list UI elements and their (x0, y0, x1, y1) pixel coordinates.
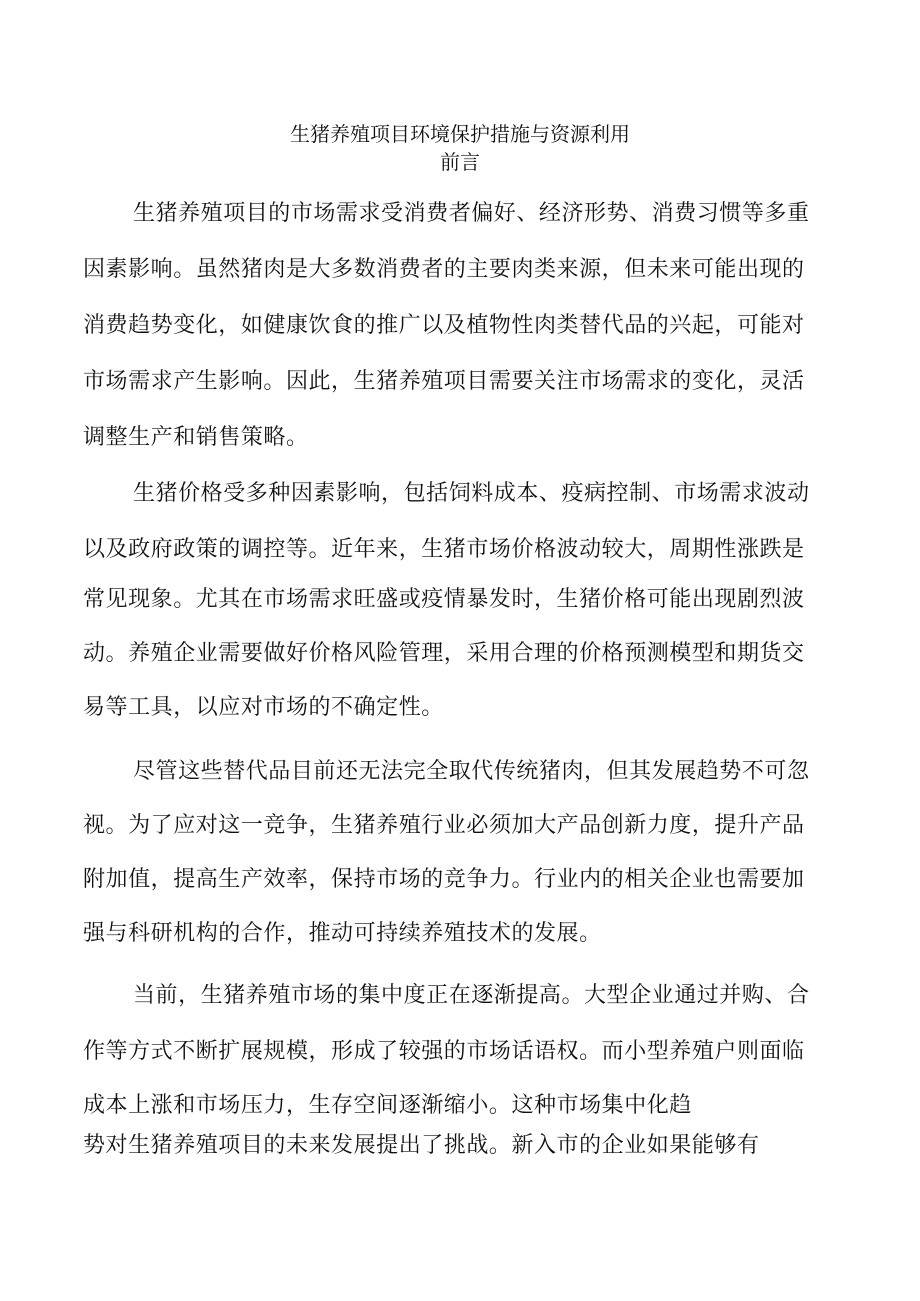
paragraph-line: 市场需求产生影响。因此，生猪养殖项目需要关注市场需求的变化，灵活 (83, 369, 805, 394)
document-subtitle: 前言 (440, 150, 480, 174)
paragraph-line: 成本上涨和市场压力，生存空间逐渐缩小。这种市场集中化趋 (83, 1093, 692, 1118)
document-title: 生猪养殖项目环境保护措施与资源利用 (290, 122, 630, 146)
paragraph-line: 生猪养殖项目的市场需求受消费者偏好、经济形势、消费习惯等多重 (133, 201, 810, 226)
paragraph-line: 因素影响。虽然猪肉是大多数消费者的主要肉类来源，但未来可能出现的 (83, 257, 805, 282)
paragraph-line: 强与科研机构的合作，推动可持续养殖技术的发展。 (83, 921, 602, 946)
paragraph-line: 生猪价格受多种因素影响，包括饲料成本、疫病控制、市场需求波动 (133, 481, 810, 506)
paragraph-line: 消费趋势变化，如健康饮食的推广以及植物性肉类替代品的兴起，可能对 (83, 313, 805, 338)
paragraph-line: 作等方式不断扩展规模，形成了较强的市场话语权。而小型养殖户则面临 (83, 1039, 805, 1064)
paragraph-line: 常见现象。尤其在市场需求旺盛或疫情暴发时，生猪价格可能出现剧烈波 (83, 587, 805, 612)
paragraph-line: 势对生猪养殖项目的未来发展提出了挑战。新入市的企业如果能够有 (83, 1133, 760, 1158)
paragraph-line: 视。为了应对这一竞争，生猪养殖行业必须加大产品创新力度，提升产品 (83, 813, 805, 838)
paragraph-line: 以及政府政策的调控等。近年来，生猪市场价格波动较大，周期性涨跌是 (83, 537, 805, 562)
paragraph-line: 附加值，提高生产效率，保持市场的竞争力。行业内的相关企业也需要加 (83, 867, 805, 892)
paragraph-line: 当前，生猪养殖市场的集中度正在逐渐提高。大型企业通过并购、合 (133, 983, 810, 1008)
paragraph-line: 尽管这些替代品目前还无法完全取代传统猪肉，但其发展趋势不可忽 (133, 759, 810, 784)
paragraph-line: 调整生产和销售策略。 (83, 425, 309, 450)
paragraph-line: 易等工具，以应对市场的不确定性。 (83, 695, 444, 720)
paragraph-line: 动。养殖企业需要做好价格风险管理，采用合理的价格预测模型和期货交 (83, 641, 805, 666)
